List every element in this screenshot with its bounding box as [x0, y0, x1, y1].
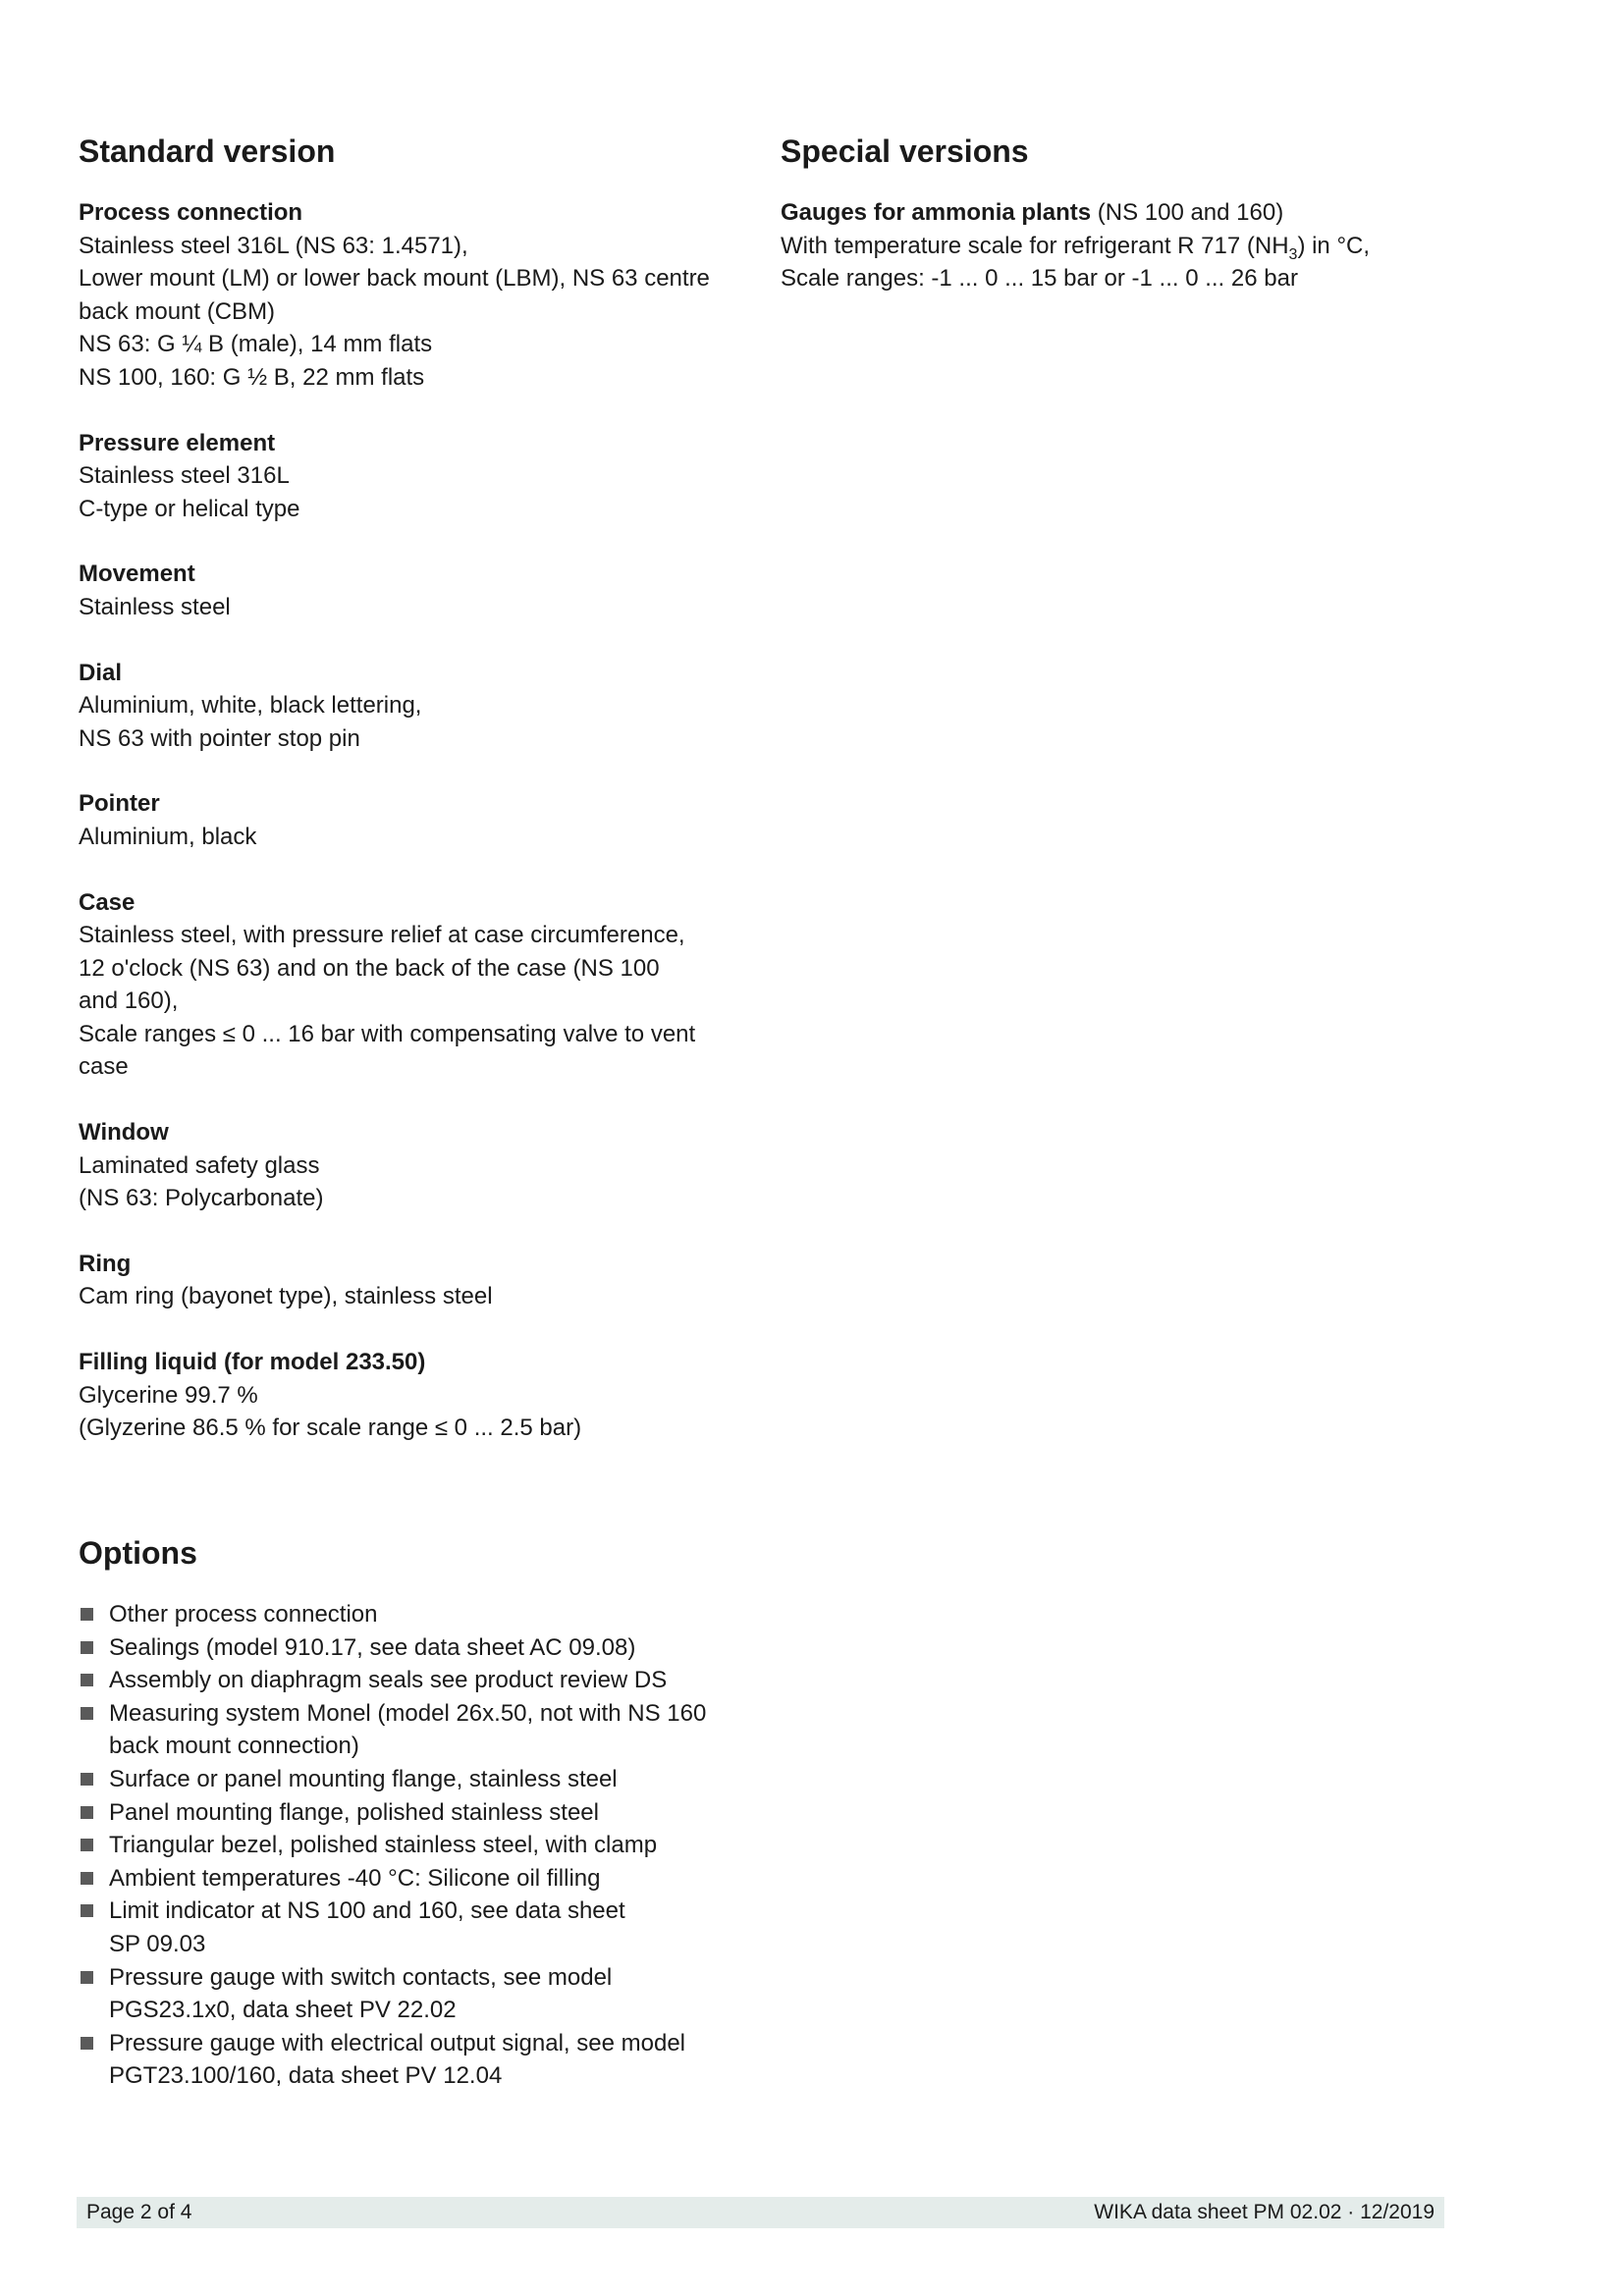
spec-line: C-type or helical type	[79, 495, 300, 522]
list-item	[79, 1697, 746, 1763]
page-footer	[77, 2197, 1444, 2228]
option-line: back mount connection)	[109, 1733, 359, 1760]
options-list	[79, 1598, 746, 2093]
ammonia-heading-line	[781, 196, 1488, 230]
ammonia-heading-suffix: (NS 100 and 160)	[1091, 199, 1284, 226]
spec-heading: Pointer	[79, 790, 160, 818]
spec-heading: Case	[79, 888, 135, 916]
option-line: Triangular bezel, polished stainless steel, with clamp	[109, 1832, 658, 1859]
spec-line: Glycerine 99.7 %	[79, 1381, 258, 1409]
spec-line: (Glyzerine 86.5 % for scale range ≤ 0 ... 2.5 bar)	[79, 1415, 582, 1442]
spec-line: and 160),	[79, 988, 179, 1015]
square-bullet-icon	[81, 1904, 93, 1917]
option-line: PGS23.1x0, data sheet PV 22.02	[109, 1997, 457, 2024]
list-item	[79, 1631, 746, 1665]
square-bullet-icon	[81, 1674, 93, 1686]
square-bullet-icon	[81, 1707, 93, 1720]
spec-heading: Movement	[79, 561, 195, 588]
ammonia-heading: Gauges for ammonia plants	[781, 199, 1092, 226]
square-bullet-icon	[81, 2037, 93, 2050]
spec-heading: Filling liquid (for model 233.50)	[79, 1349, 426, 1376]
ammonia-subscript: 3	[1288, 245, 1298, 263]
list-item	[79, 1763, 746, 1796]
option-line: Other process connection	[109, 1601, 378, 1628]
spec-line: Laminated safety glass	[79, 1151, 320, 1179]
spec-heading: Process connection	[79, 199, 303, 226]
options-title: Options	[79, 1535, 197, 1571]
special-versions-section	[781, 132, 1488, 328]
spec-line: 12 o'clock (NS 63) and on the back of the case (NS 100	[79, 954, 660, 982]
spec-line: Aluminium, white, black lettering,	[79, 692, 422, 720]
square-bullet-icon	[81, 1773, 93, 1786]
spec-line: NS 63: G ¼ B (male), 14 mm flats	[79, 331, 433, 358]
ammonia-line-suffix: ) in °C,	[1297, 232, 1371, 259]
square-bullet-icon	[81, 1641, 93, 1654]
list-item	[79, 1664, 746, 1697]
list-item	[79, 2027, 746, 2093]
option-line: Surface or panel mounting flange, stainless steel	[109, 1765, 618, 1792]
square-bullet-icon	[81, 1839, 93, 1851]
spec-line: Cam ring (bayonet type), stainless steel	[79, 1283, 493, 1310]
spec-heading: Pressure element	[79, 429, 276, 456]
spec-line: case	[79, 1053, 129, 1081]
spec-list	[79, 196, 746, 1445]
spec-line: Scale ranges ≤ 0 ... 16 bar with compensating valve to vent	[79, 1020, 696, 1047]
spec-dial	[79, 657, 746, 756]
list-item	[79, 1961, 746, 2027]
standard-version-title: Standard version	[79, 133, 336, 169]
spec-heading: Dial	[79, 659, 123, 686]
spec-pressure-element	[79, 427, 746, 526]
option-line: Ambient temperatures -40 °C: Silicone oil filling	[109, 1864, 601, 1892]
ammonia-line-prefix: With temperature scale for refrigerant R 717 (NH	[781, 232, 1289, 259]
spec-line: Stainless steel 316L	[79, 462, 290, 490]
spec-line: Stainless steel	[79, 593, 231, 620]
list-item	[79, 1829, 746, 1862]
spec-movement	[79, 558, 746, 623]
square-bullet-icon	[81, 1872, 93, 1885]
ammonia-scale-ranges: Scale ranges: -1 ... 0 ... 15 bar or -1 ... 0 ... 26 bar	[781, 265, 1298, 293]
special-versions-title: Special versions	[781, 133, 1029, 169]
spec-line: NS 63 with pointer stop pin	[79, 724, 360, 752]
option-line: Panel mounting flange, polished stainless steel	[109, 1798, 599, 1826]
spec-line: Stainless steel, with pressure relief at case circumference,	[79, 922, 685, 949]
option-line: SP 09.03	[109, 1930, 206, 1957]
spec-ring	[79, 1248, 746, 1313]
spec-ammonia-gauges	[781, 196, 1488, 295]
spec-case	[79, 886, 746, 1085]
spec-heading: Window	[79, 1119, 169, 1147]
special-spec-list	[781, 196, 1488, 295]
standard-version-section	[79, 132, 746, 1477]
spec-line: back mount (CBM)	[79, 297, 276, 325]
data-sheet-reference: WIKA data sheet PM 02.02 · 12/2019	[1094, 2201, 1435, 2223]
option-line: Pressure gauge with electrical output signal, see model	[109, 2029, 685, 2056]
option-line: Limit indicator at NS 100 and 160, see data sheet	[109, 1897, 625, 1925]
spec-filling-liquid	[79, 1346, 746, 1445]
option-line: PGT23.100/160, data sheet PV 12.04	[109, 2062, 503, 2090]
spec-line: (NS 63: Polycarbonate)	[79, 1185, 324, 1212]
spec-heading: Ring	[79, 1250, 132, 1277]
spec-line: Lower mount (LM) or lower back mount (LBM), NS 63 centre	[79, 265, 710, 293]
square-bullet-icon	[81, 1971, 93, 1984]
option-line: Assembly on diaphragm seals see product review DS	[109, 1667, 668, 1694]
spec-pointer	[79, 787, 746, 853]
option-line: Sealings (model 910.17, see data sheet AC 09.08)	[109, 1633, 636, 1661]
list-item	[79, 1862, 746, 1896]
page-number: Page 2 of 4	[86, 2201, 192, 2223]
list-item	[79, 1796, 746, 1830]
list-item	[79, 1598, 746, 1631]
square-bullet-icon	[81, 1806, 93, 1819]
spec-line: Stainless steel 316L (NS 63: 1.4571),	[79, 232, 468, 259]
list-item	[79, 1895, 746, 1960]
square-bullet-icon	[81, 1608, 93, 1621]
spec-window	[79, 1116, 746, 1215]
ammonia-temperature-line	[781, 230, 1488, 263]
spec-process-connection	[79, 196, 746, 395]
option-line: Pressure gauge with switch contacts, see model	[109, 1963, 613, 1991]
spec-line: NS 100, 160: G ½ B, 22 mm flats	[79, 363, 425, 391]
options-section	[79, 1533, 746, 2093]
spec-line: Aluminium, black	[79, 823, 257, 850]
option-line: Measuring system Monel (model 26x.50, not with NS 160	[109, 1699, 707, 1727]
